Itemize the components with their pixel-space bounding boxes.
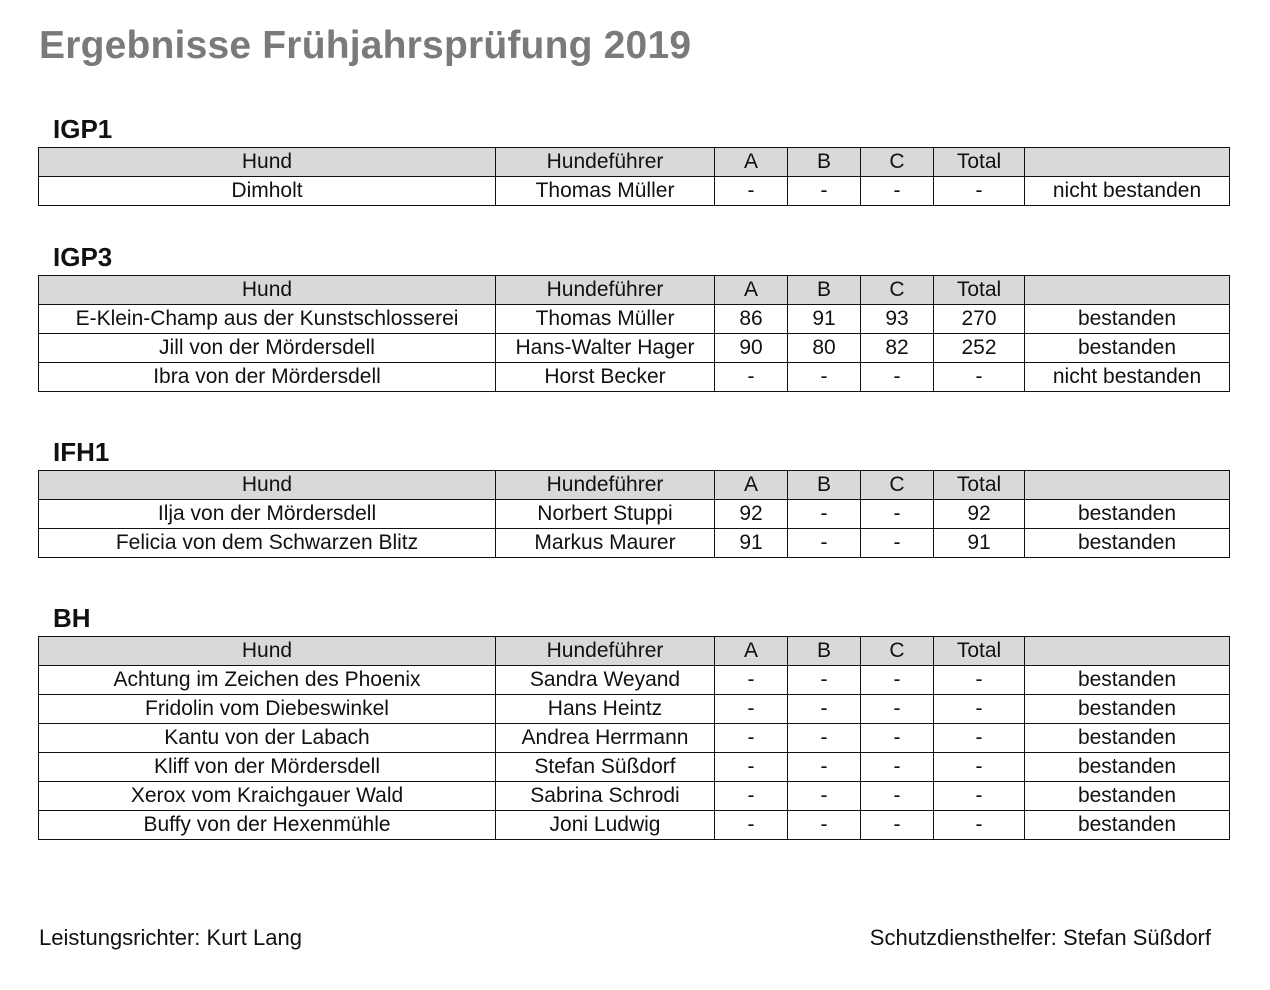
cell-a: 91 bbox=[715, 529, 788, 558]
cell-a: - bbox=[715, 811, 788, 840]
table-header-row bbox=[39, 276, 1230, 305]
cell-a: - bbox=[715, 695, 788, 724]
cell-total: 91 bbox=[934, 529, 1025, 558]
cell-c: - bbox=[861, 500, 934, 529]
table-row bbox=[39, 782, 1230, 811]
cell-b: - bbox=[788, 695, 861, 724]
cell-total: 92 bbox=[934, 500, 1025, 529]
header-total: Total bbox=[934, 637, 1025, 666]
cell-hundefuehrer: Thomas Müller bbox=[496, 177, 715, 206]
cell-a: - bbox=[715, 177, 788, 206]
cell-c: - bbox=[861, 666, 934, 695]
header-result bbox=[1025, 276, 1230, 305]
cell-hundefuehrer: Norbert Stuppi bbox=[496, 500, 715, 529]
cell-hundefuehrer: Hans Heintz bbox=[496, 695, 715, 724]
cell-total: - bbox=[934, 811, 1025, 840]
header-a: A bbox=[715, 276, 788, 305]
cell-hundefuehrer: Andrea Herrmann bbox=[496, 724, 715, 753]
cell-total: - bbox=[934, 363, 1025, 392]
header-c: C bbox=[861, 276, 934, 305]
table-row bbox=[39, 334, 1230, 363]
table-row bbox=[39, 529, 1230, 558]
cell-c: - bbox=[861, 363, 934, 392]
cell-result: bestanden bbox=[1025, 695, 1230, 724]
cell-hund: Kliff von der Mördersdell bbox=[39, 753, 496, 782]
cell-b: - bbox=[788, 666, 861, 695]
header-c: C bbox=[861, 471, 934, 500]
cell-b: - bbox=[788, 177, 861, 206]
cell-b: - bbox=[788, 811, 861, 840]
page-title: Ergebnisse Frühjahrsprüfung 2019 bbox=[39, 24, 692, 67]
cell-hund: Felicia von dem Schwarzen Blitz bbox=[39, 529, 496, 558]
cell-c: - bbox=[861, 695, 934, 724]
header-c: C bbox=[861, 637, 934, 666]
table-row bbox=[39, 177, 1230, 206]
cell-total: - bbox=[934, 666, 1025, 695]
cell-c: - bbox=[861, 177, 934, 206]
cell-result: bestanden bbox=[1025, 666, 1230, 695]
cell-b: 80 bbox=[788, 334, 861, 363]
cell-c: 82 bbox=[861, 334, 934, 363]
table-row bbox=[39, 500, 1230, 529]
cell-hundefuehrer: Sandra Weyand bbox=[496, 666, 715, 695]
cell-a: - bbox=[715, 782, 788, 811]
cell-hund: E-Klein-Champ aus der Kunstschlosserei bbox=[39, 305, 496, 334]
cell-total: 270 bbox=[934, 305, 1025, 334]
header-a: A bbox=[715, 148, 788, 177]
cell-total: - bbox=[934, 695, 1025, 724]
header-hund: Hund bbox=[39, 637, 496, 666]
cell-hund: Jill von der Mördersdell bbox=[39, 334, 496, 363]
cell-hund: Achtung im Zeichen des Phoenix bbox=[39, 666, 496, 695]
header-c: C bbox=[861, 148, 934, 177]
cell-b: - bbox=[788, 724, 861, 753]
cell-hund: Fridolin vom Diebeswinkel bbox=[39, 695, 496, 724]
cell-hund: Ilja von der Mördersdell bbox=[39, 500, 496, 529]
header-result bbox=[1025, 148, 1230, 177]
cell-a: - bbox=[715, 666, 788, 695]
cell-hundefuehrer: Thomas Müller bbox=[496, 305, 715, 334]
table-row bbox=[39, 695, 1230, 724]
cell-total: - bbox=[934, 753, 1025, 782]
helper-label: Schutzdiensthelfer: Stefan Süßdorf bbox=[869, 925, 1211, 950]
cell-c: - bbox=[861, 529, 934, 558]
cell-result: bestanden bbox=[1025, 305, 1230, 334]
cell-b: 91 bbox=[788, 305, 861, 334]
cell-result: bestanden bbox=[1025, 500, 1230, 529]
header-result bbox=[1025, 637, 1230, 666]
header-b: B bbox=[788, 471, 861, 500]
table-row bbox=[39, 363, 1230, 392]
header-b: B bbox=[788, 637, 861, 666]
cell-b: - bbox=[788, 782, 861, 811]
cell-result: bestanden bbox=[1025, 724, 1230, 753]
table-row bbox=[39, 305, 1230, 334]
cell-c: - bbox=[861, 753, 934, 782]
section-bh bbox=[38, 602, 1229, 840]
cell-result: bestanden bbox=[1025, 529, 1230, 558]
table-header-row bbox=[39, 637, 1230, 666]
cell-b: - bbox=[788, 500, 861, 529]
cell-a: - bbox=[715, 753, 788, 782]
cell-b: - bbox=[788, 363, 861, 392]
section-title: IGP3 bbox=[53, 242, 113, 272]
cell-hund: Xerox vom Kraichgauer Wald bbox=[39, 782, 496, 811]
section-igp3 bbox=[38, 241, 1229, 392]
header-total: Total bbox=[934, 148, 1025, 177]
cell-result: bestanden bbox=[1025, 782, 1230, 811]
header-b: B bbox=[788, 276, 861, 305]
cell-result: nicht bestanden bbox=[1025, 177, 1230, 206]
header-total: Total bbox=[934, 276, 1025, 305]
header-a: A bbox=[715, 471, 788, 500]
header-hundefuehrer: Hundeführer bbox=[496, 148, 715, 177]
cell-result: bestanden bbox=[1025, 334, 1230, 363]
table-row bbox=[39, 666, 1230, 695]
header-result bbox=[1025, 471, 1230, 500]
cell-hundefuehrer: Joni Ludwig bbox=[496, 811, 715, 840]
cell-a: 90 bbox=[715, 334, 788, 363]
results-table bbox=[38, 275, 1230, 392]
cell-a: 92 bbox=[715, 500, 788, 529]
cell-hundefuehrer: Markus Maurer bbox=[496, 529, 715, 558]
cell-hund: Ibra von der Mördersdell bbox=[39, 363, 496, 392]
table-header-row bbox=[39, 148, 1230, 177]
cell-hund: Buffy von der Hexenmühle bbox=[39, 811, 496, 840]
results-table bbox=[38, 147, 1230, 206]
cell-c: 93 bbox=[861, 305, 934, 334]
cell-result: bestanden bbox=[1025, 753, 1230, 782]
cell-total: - bbox=[934, 724, 1025, 753]
header-hund: Hund bbox=[39, 471, 496, 500]
header-hund: Hund bbox=[39, 276, 496, 305]
cell-hund: Kantu von der Labach bbox=[39, 724, 496, 753]
cell-hundefuehrer: Hans-Walter Hager bbox=[496, 334, 715, 363]
table-header-row bbox=[39, 471, 1230, 500]
cell-hund: Dimholt bbox=[39, 177, 496, 206]
header-hundefuehrer: Hundeführer bbox=[496, 471, 715, 500]
results-table bbox=[38, 470, 1230, 558]
table-row bbox=[39, 811, 1230, 840]
cell-total: 252 bbox=[934, 334, 1025, 363]
section-ifh1 bbox=[38, 436, 1229, 558]
header-hundefuehrer: Hundeführer bbox=[496, 276, 715, 305]
cell-result: bestanden bbox=[1025, 811, 1230, 840]
cell-hundefuehrer: Sabrina Schrodi bbox=[496, 782, 715, 811]
cell-b: - bbox=[788, 529, 861, 558]
cell-a: 86 bbox=[715, 305, 788, 334]
section-title: IFH1 bbox=[53, 437, 110, 467]
cell-c: - bbox=[861, 811, 934, 840]
section-title: IGP1 bbox=[53, 114, 113, 144]
header-b: B bbox=[788, 148, 861, 177]
section-title: BH bbox=[53, 603, 91, 633]
cell-result: nicht bestanden bbox=[1025, 363, 1230, 392]
cell-a: - bbox=[715, 363, 788, 392]
section-igp1 bbox=[38, 113, 1229, 206]
cell-hundefuehrer: Stefan Süßdorf bbox=[496, 753, 715, 782]
cell-c: - bbox=[861, 782, 934, 811]
results-table bbox=[38, 636, 1230, 840]
judge-label: Leistungsrichter: Kurt Lang bbox=[39, 925, 302, 950]
table-row bbox=[39, 753, 1230, 782]
cell-b: - bbox=[788, 753, 861, 782]
cell-c: - bbox=[861, 724, 934, 753]
cell-total: - bbox=[934, 782, 1025, 811]
header-hundefuehrer: Hundeführer bbox=[496, 637, 715, 666]
cell-total: - bbox=[934, 177, 1025, 206]
header-hund: Hund bbox=[39, 148, 496, 177]
header-total: Total bbox=[934, 471, 1025, 500]
cell-a: - bbox=[715, 724, 788, 753]
cell-hundefuehrer: Horst Becker bbox=[496, 363, 715, 392]
table-row bbox=[39, 724, 1230, 753]
header-a: A bbox=[715, 637, 788, 666]
